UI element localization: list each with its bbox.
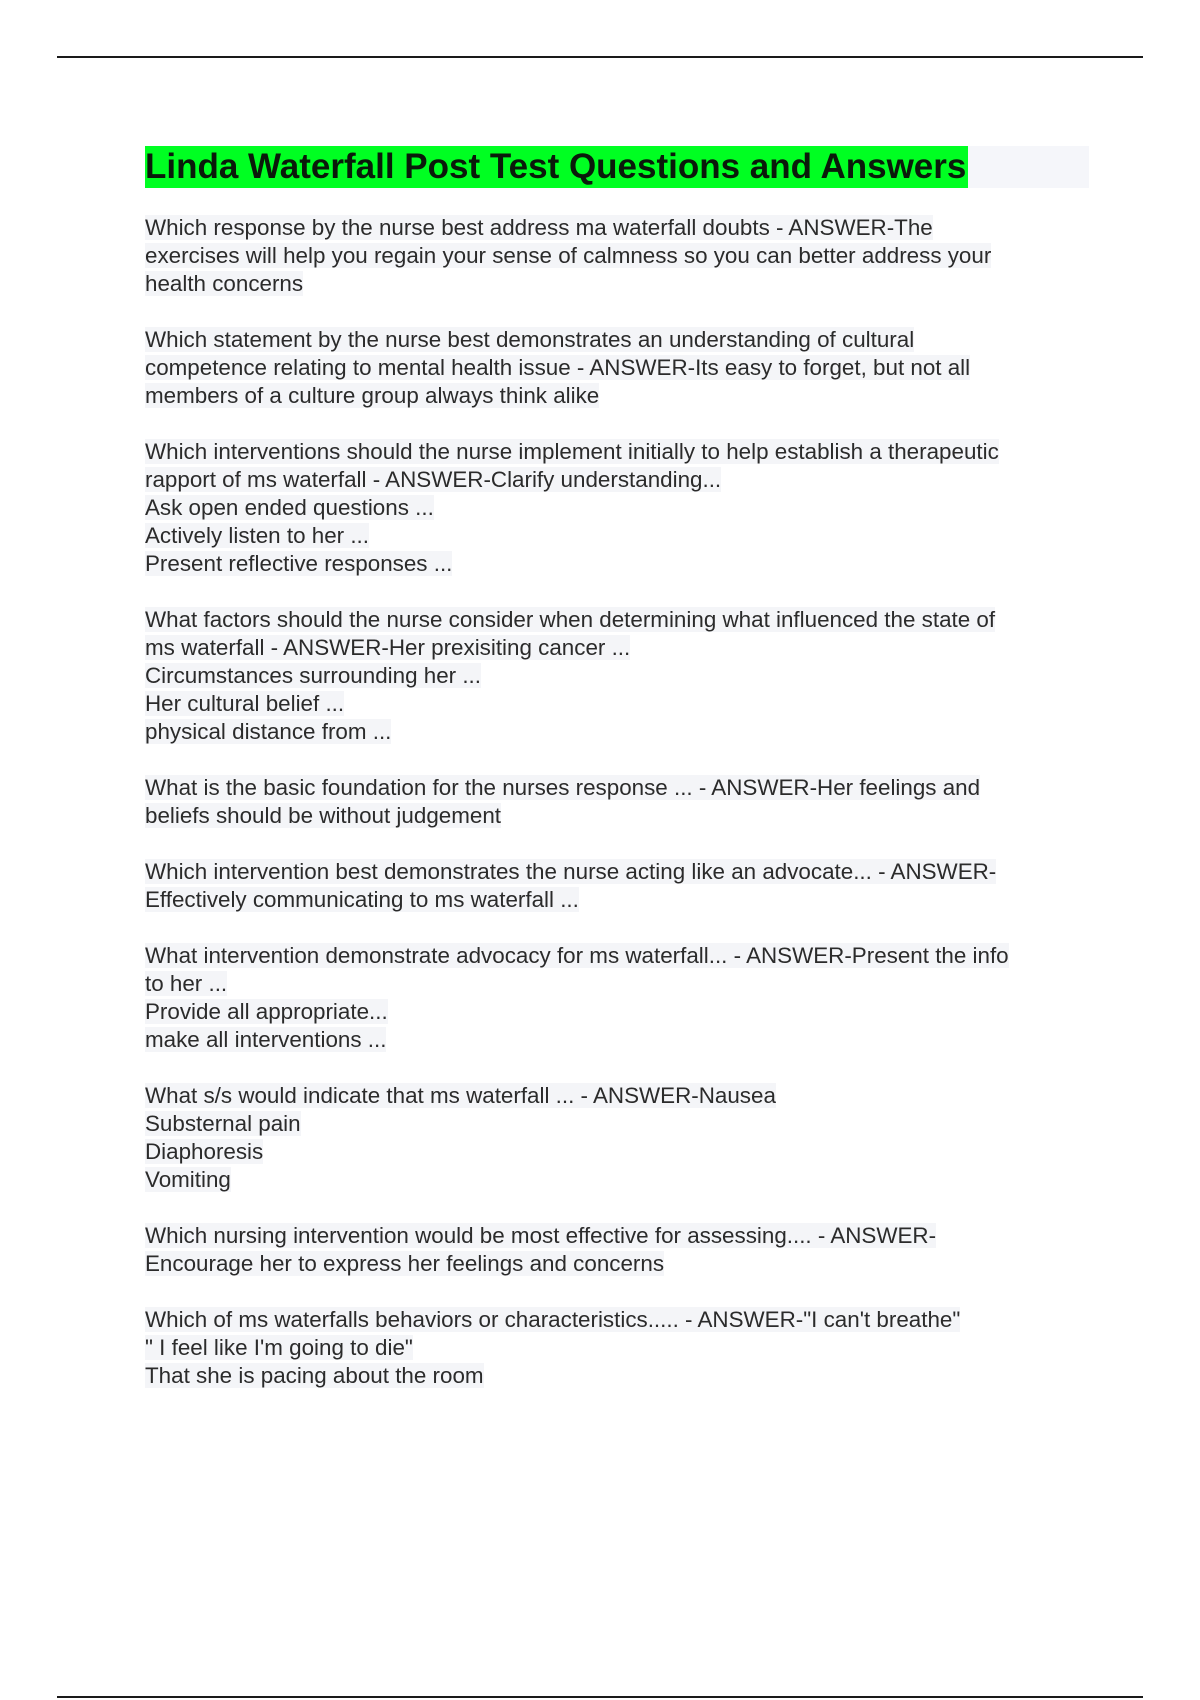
qa-line-text: to her ... (145, 971, 228, 996)
qa-line (145, 886, 1090, 914)
qa-item (145, 606, 1090, 746)
qa-line (145, 1166, 1090, 1194)
qa-line (145, 326, 1090, 354)
qa-line-text: Ask open ended questions ... (145, 495, 434, 520)
qa-line (145, 550, 1090, 578)
qa-line (145, 970, 1090, 998)
qa-line (145, 606, 1090, 634)
qa-line (145, 802, 1090, 830)
qa-line (145, 1026, 1090, 1054)
qa-item (145, 1306, 1090, 1390)
qa-line (145, 942, 1090, 970)
qa-list (145, 214, 1090, 1390)
bottom-rule (57, 1696, 1143, 1698)
top-rule (57, 56, 1143, 58)
qa-line (145, 1110, 1090, 1138)
qa-line-text: make all interventions ... (145, 1027, 387, 1052)
qa-line (145, 270, 1090, 298)
qa-line-text: exercises will help you regain your sense of calmness so you can better address your (145, 243, 992, 268)
qa-line-text: What s/s would indicate that ms waterfall ... - ANSWER-Nausea (145, 1083, 776, 1108)
qa-item (145, 326, 1090, 410)
qa-line-text: competence relating to mental health issue - ANSWER-Its easy to forget, but not all (145, 355, 971, 380)
qa-line (145, 494, 1090, 522)
qa-line (145, 690, 1090, 718)
qa-line-text: Provide all appropriate... (145, 999, 388, 1024)
qa-line-text: That she is pacing about the room (145, 1363, 484, 1388)
qa-line-text: rapport of ms waterfall - ANSWER-Clarify understanding... (145, 467, 722, 492)
qa-line (145, 466, 1090, 494)
qa-line (145, 1306, 1090, 1334)
qa-line-text: Which statement by the nurse best demonstrates an understanding of cultural (145, 327, 915, 352)
qa-line-text: Her cultural belief ... (145, 691, 345, 716)
qa-line-text: beliefs should be without judgement (145, 803, 501, 828)
qa-line (145, 774, 1090, 802)
qa-line-text: Diaphoresis (145, 1139, 264, 1164)
qa-line (145, 634, 1090, 662)
qa-line (145, 214, 1090, 242)
qa-item (145, 1082, 1090, 1194)
qa-item (145, 858, 1090, 914)
qa-line-text: What factors should the nurse consider when determining what influenced the state of (145, 607, 996, 632)
qa-line-text: What intervention demonstrate advocacy for ms waterfall... - ANSWER-Present the info (145, 943, 1009, 968)
qa-item (145, 438, 1090, 578)
qa-line-text: Circumstances surrounding her ... (145, 663, 482, 688)
qa-line (145, 1250, 1090, 1278)
qa-line-text: Which of ms waterfalls behaviors or characteristics..... - ANSWER-"I can't breathe" (145, 1307, 961, 1332)
qa-line-text: Which intervention best demonstrates the nurse acting like an advocate... - ANSWER- (145, 859, 997, 884)
qa-item (145, 942, 1090, 1054)
qa-line-text: Which interventions should the nurse implement initially to help establish a therapeutic (145, 439, 999, 464)
qa-line-text: What is the basic foundation for the nurses response ... - ANSWER-Her feelings and (145, 775, 981, 800)
qa-line-text: Encourage her to express her feelings and concerns (145, 1251, 665, 1276)
qa-line (145, 1362, 1090, 1390)
qa-line (145, 662, 1090, 690)
qa-line (145, 1138, 1090, 1166)
qa-line (145, 354, 1090, 382)
qa-line (145, 858, 1090, 886)
qa-item (145, 774, 1090, 830)
qa-line-text: Vomiting (145, 1167, 231, 1192)
qa-line-text: physical distance from ... (145, 719, 392, 744)
qa-line-text: Which nursing intervention would be most effective for assessing.... - ANSWER- (145, 1223, 937, 1248)
qa-line-text: Which response by the nurse best address ma waterfall doubts - ANSWER-The (145, 215, 933, 240)
qa-line-text: " I feel like I'm going to die" (145, 1335, 413, 1360)
title-row (145, 146, 1089, 188)
document-title: Linda Waterfall Post Test Questions and Answers (145, 147, 967, 186)
qa-line-text: Present reflective responses ... (145, 551, 453, 576)
qa-line (145, 242, 1090, 270)
qa-line-text: health concerns (145, 271, 304, 296)
qa-line-text: Effectively communicating to ms waterfall ... (145, 887, 579, 912)
qa-line (145, 1082, 1090, 1110)
qa-line (145, 1334, 1090, 1362)
qa-line (145, 1222, 1090, 1250)
qa-item (145, 1222, 1090, 1278)
qa-line (145, 998, 1090, 1026)
qa-line (145, 438, 1090, 466)
qa-line (145, 522, 1090, 550)
document-body (145, 146, 1090, 1418)
qa-line-text: ms waterfall - ANSWER-Her prexisiting cancer ... (145, 635, 631, 660)
qa-line (145, 718, 1090, 746)
qa-line-text: members of a culture group always think alike (145, 383, 600, 408)
qa-line-text: Substernal pain (145, 1111, 301, 1136)
qa-item (145, 214, 1090, 298)
qa-line-text: Actively listen to her ... (145, 523, 369, 548)
qa-line (145, 382, 1090, 410)
